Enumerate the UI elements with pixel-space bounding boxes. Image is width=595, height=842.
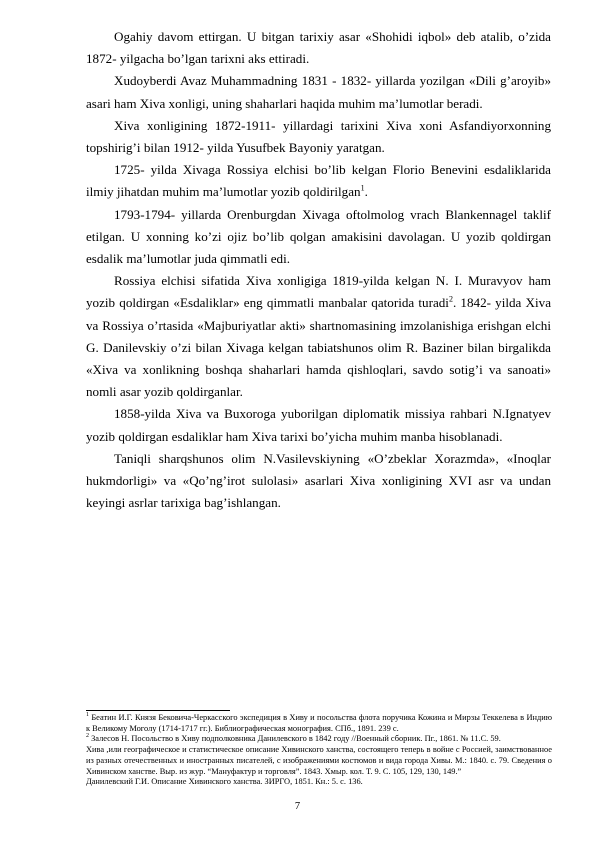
paragraph [86,159,551,203]
footnote-ref[interactable]: 1 [360,184,365,194]
footnote-text: Данилевский Г.И. Описание Хивинского ханства. ЗИРГО, 1851. Кн.: 5. с. 136. [86,777,363,787]
paragraph-text: Ogahiy davom ettirgan. U bitgan tarixiy asar «Shohidi iqbol» deb atalib, o’zida 1872- yilgacha bo’lgan tarixni aks ettiradi. [86,29,551,67]
paragraph-text-continued: . 1842- yilda Xiva va Rossiya o’rtasida «Majburiyatlar akti» shartnomasining imzolanishiga erishgan elchi G. Danilevskiy o’zi bilan Xivaga kelgan tabiatshunos olim R. Baziner bilan birgalikda «Xiva va xonlikning boshqa shaharlari hamda qishloqlari, savdo sotig’i va sanoati» nomli asar yozib qoldirganlar. [86,295,552,400]
paragraph-text-continued: . [364,184,368,200]
footnotes [86,713,552,788]
footnote-mark: 2 [86,733,89,740]
footnote-mark: 1 [86,712,89,719]
main-text [86,26,551,514]
footnote-separator [86,710,230,711]
paragraph-text: 1725- yilda Xivaga Rossiya elchisi bo’lib kelgan Florio Benevini esdaliklarida ilmiy jihatdan muhim ma’lumotlar yozib qoldirilgan [86,162,551,200]
footnote [86,777,552,788]
paragraph [86,70,551,114]
footnote [86,713,552,734]
footnote-text: Хива ,или географическое и статистическое описание Хивинского ханства, состоящего теперь в войне с Россией, заимствованное из разных отечественных и иностранных писателей, с изображениями костюмов и вида города Хивы. М.: 1840. с. 79. Сведения о Хивинском ханстве. Выр. из жур. “Мануфактур и торговля”. 1843. Хмыр. кол. Т. 9. С. 105, 129, 130, 149.” [86,745,552,776]
footnote-ref[interactable]: 2 [448,295,453,305]
paragraph [86,448,551,515]
paragraph-text: 1858-yilda Xiva va Buxoroga yuborilgan diplomatik missiya rahbari N.Ignatyev yozib qoldirgan esdaliklar ham Xiva tarixi bo’yicha muhim manba hisoblanadi. [86,406,551,444]
paragraph [86,26,551,70]
footnote [86,734,552,745]
footnote [86,745,552,777]
paragraph-text: Xudoyberdi Avaz Muhammadning 1831 - 1832- yillarda yozilgan «Dili g’aroyib» asari ham Xiva xonligi, uning shaharlari haqida muhim ma’lumotlar beradi. [86,73,551,111]
paragraph [86,204,551,271]
paragraph-text: Xiva xonligining 1872-1911- yillardagi tarixini Xiva xoni Asfandiyorxonning topshirig’i bilan 1912- yilda Yusufbek Bayoniy yaratgan. [86,117,551,156]
paragraph [86,270,551,403]
footnote-text: Залесов Н. Посольство в Хиву подполковника Данилевского в 1842 году //Военный сборник. Пг., 1861. № 11.С. 59. [89,734,501,744]
footnote-text: Беатин И.Г. Князя Бековича-Черкасского экспедиция в Хиву и посольства флота поручика Кожина и Мирзы Теккелева в Индию к Великому Моголу (1714-1717 гг.). Библиографическая монография. СПб., 1891. 239 с. [86,713,552,733]
paragraph-text: 1793-1794- yillarda Orenburgdan Xivaga oftolmolog vrach Blankennagel taklif etilgan. U xonning ko’zi ojiz bo’lib qolgan amakisini davolagan. U yozib qoldirgan esdalik ma’lumotlar juda qimmatli edi. [86,206,551,267]
page-number: 7 [294,801,301,812]
paragraph-text: Rossiya elchisi sifatida Xiva xonligiga 1819-yilda kelgan N. I. Muravyov ham yozib qoldirgan «Esdaliklar» eng qimmatli manbalar qatorida turadi [86,273,551,311]
paragraph-text: Taniqli sharqshunos olim N.Vasilevskiyning «O’zbeklar Xorazmda», «Inoqlar hukmdorligi» va «Qo’ng’irot sulolasi» asarlari Xiva xonligining XVI asr va undan keyingi asrlar tarixiga bag’ishlangan. [86,450,551,511]
paragraph [86,403,551,447]
paragraph [86,115,551,159]
